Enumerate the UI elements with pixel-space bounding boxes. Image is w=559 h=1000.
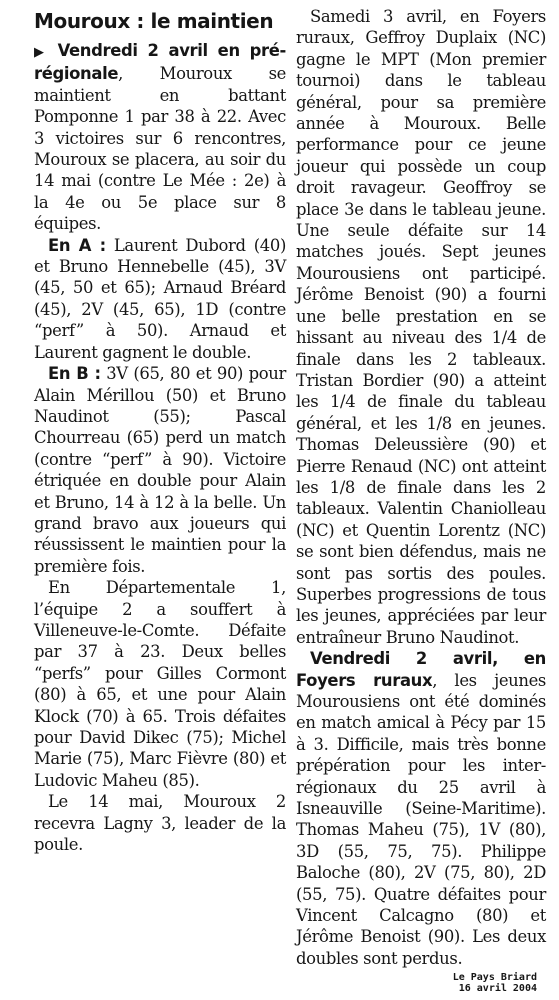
paragraph-text: Laurent Dubord (40) et Bruno Hennebelle (45), 3V (45, 50 et 65); Arnaud Bréard (45), 2V (45, 65), 1D (contre “perf” à 50). Arnaud et Laurent gagnent le double. — [34, 235, 286, 362]
paragraph-text: , Mouroux se maintient en battant Pomponne 1 par 38 à 22. Avec 3 victoires sur 6 rencontres, Mouroux se placera, au soir du 14 mai (contre Le Mée : 2e) à la 4e ou 5e place sur 8 équipes. — [34, 64, 286, 234]
right-column — [296, 6, 546, 969]
paragraph-preregionale — [34, 40, 286, 235]
source-date: 16 avril 2004 — [458, 983, 537, 994]
arrow-bullet-icon: ▶ — [34, 45, 49, 60]
paragraph-team-a — [34, 235, 286, 363]
paragraph-team-b — [34, 363, 286, 577]
paragraph-foyers-ruraux-tournoi: Samedi 3 avril, en Foyers ruraux, Geffroy Duplaix (NC) gagne le MPT (Mon premier tournoi) dans le tableau général, pour sa première année à Mouroux. Belle performance pour ce jeune joueur qui possède un coup droit ravageur. Geoffroy se place 3e dans le tableau jeune. Une seule défaite sur 14 matches joués. Sept jeunes Mourousiens ont participé. Jérôme Benoist (90) a fourni une belle prestation en se hissant au niveau des 1/4 de finale dans les 2 tableaux. Tristan Bordier (90) a atteint les 1/4 de finale du tableau général, et les 1/8 en jeunes. Thomas Deleussière (90) et Pierre Renaud (NC) ont atteint les 1/8 de finale dans les 2 tableaux. Valentin Chaniolleau (NC) et Quentin Lorentz (NC) se sont bien défendus, mais ne sont pas sortis des poules. Superbes progressions de tous les jeunes, appréciées par leur entraîneur Bruno Naudinot. — [296, 7, 546, 647]
paragraph-text: , les jeunes Mourousiens ont été dominés en match amical à Pécy par 15 à 3. Difficile, mais très bonne prépération pour les inter-régionaux du 25 avril à Isneauville (Seine-Maritime). Thomas Maheu (75), 1V (80), 3D (55, 75, 75). Philippe Baloche (80), 2V (75, 80), 2D (55, 75). Quatre défaites pour Vincent Calcagno (80) et Jérôme Benoist (90). Les deux doubles sont perdus. — [296, 670, 546, 968]
left-column — [34, 6, 286, 855]
lead-title: Vendredi 2 avril, en Foyers ruraux — [296, 649, 546, 690]
paragraph-label: En A : — [48, 235, 106, 255]
paragraph-text: 3V (65, 80 et 90) pour Alain Mérillou (50) et Bruno Naudinot (55); Pascal Chourreau (65) perd un match (contre “perf” à 90). Victoire étriquée en double pour Alain et Bruno, 14 à 12 à la belle. Un grand bravo aux joueurs qui réussissent le maintien pour la première fois. — [34, 364, 286, 576]
paragraph-label: En B : — [48, 364, 101, 384]
source-name: Le Pays Briard — [452, 972, 537, 983]
paragraph-departementale: En Départementale 1, l’équipe 2 a souffert à Villeneuve-le-Comte. Défaite par 37 à 23. Deux belles “perfs” pour Gilles Cormont (80) à 65, et une pour Alain Klock (70) à 65. Trois défaites pour David Dikec (75); Michel Marie (75), Marc Fièvre (80) et Ludovic Maheu (85). — [34, 578, 286, 790]
lead-title: Vendredi 2 avril en pré-régionale — [34, 41, 286, 84]
headline: Mouroux : le maintien — [34, 9, 274, 33]
paragraph-foyers-ruraux-amical — [296, 648, 546, 969]
source-credit — [453, 972, 537, 994]
paragraph-next-match: Le 14 mai, Mouroux 2 recevra Lagny 3, leader de la poule. — [34, 792, 286, 855]
